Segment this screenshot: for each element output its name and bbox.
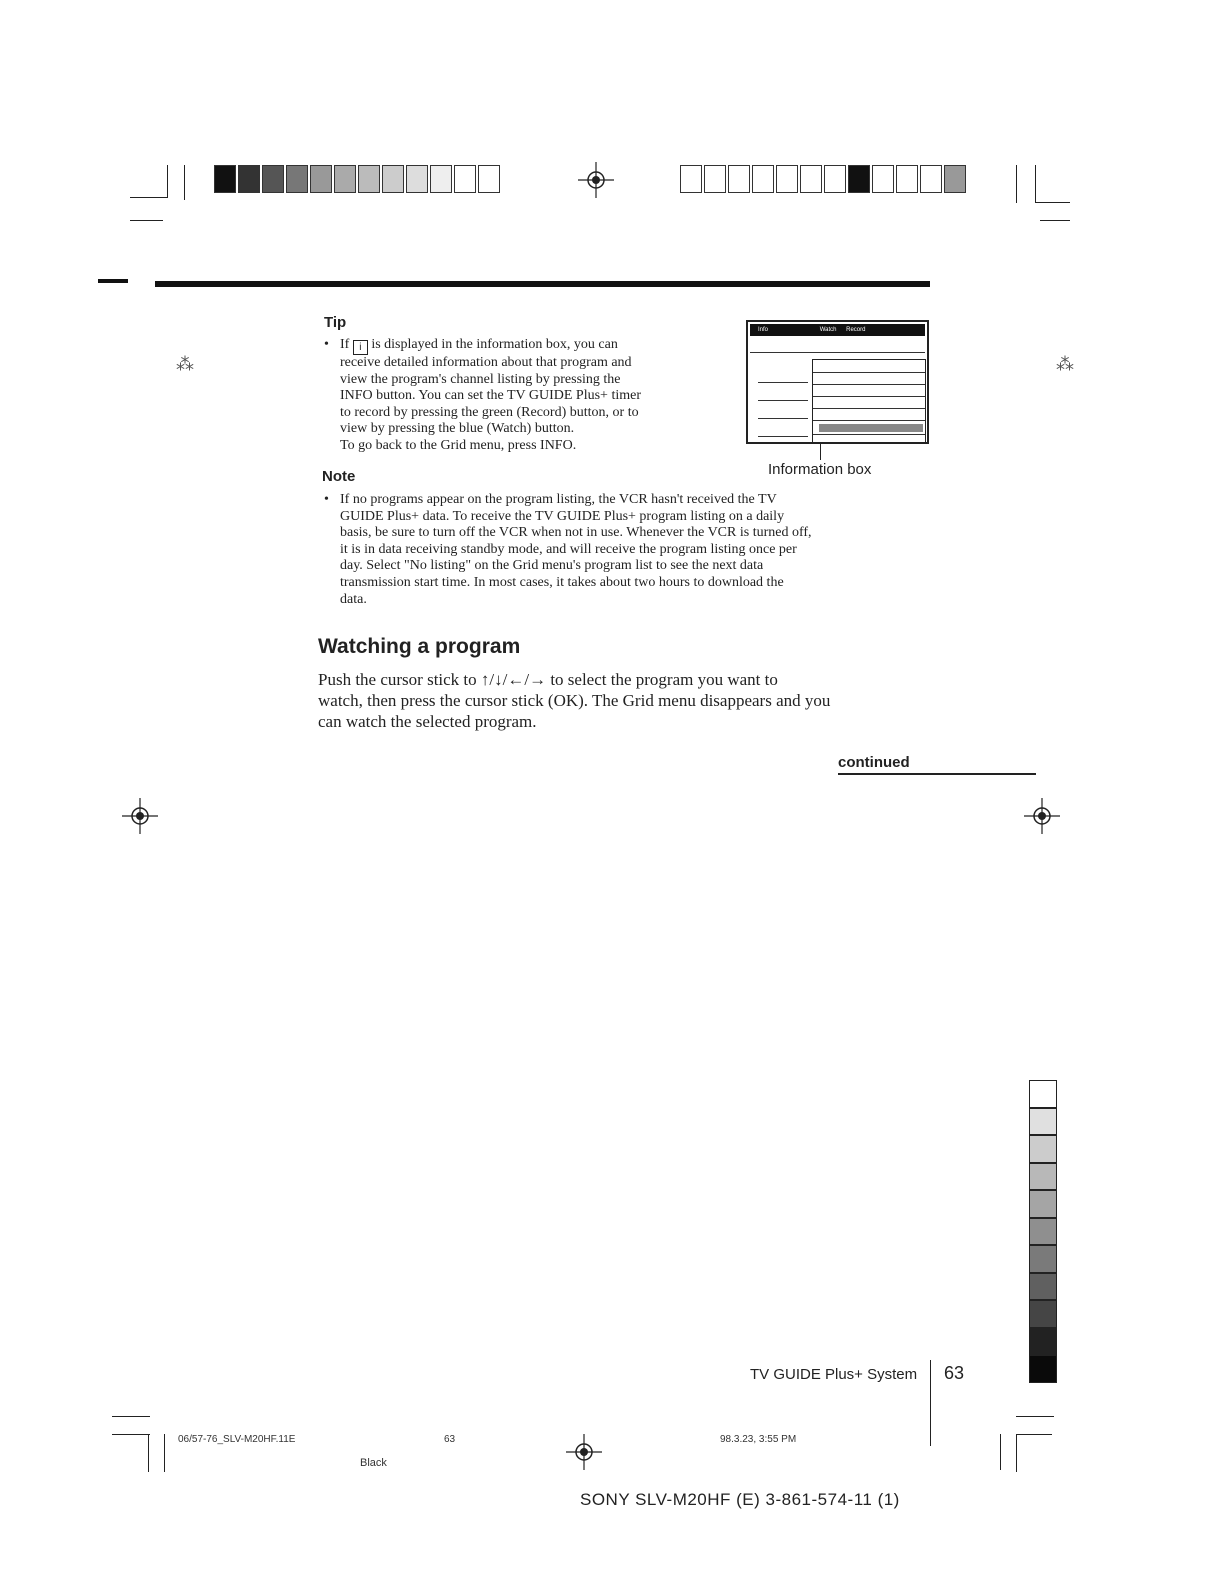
- footer-section-title: TV GUIDE Plus+ System: [750, 1366, 918, 1383]
- registration-bar-right: [680, 165, 968, 193]
- body-line: can watch the selected program.: [318, 712, 537, 731]
- note-line: GUIDE Plus+ data. To receive the TV GUIDE Plus+ program listing on a daily: [340, 508, 785, 524]
- note-line: If no programs appear on the program listing, the VCR hasn't received the TV: [340, 492, 777, 507]
- crop-mark: [184, 165, 185, 200]
- crop-mark: [1035, 202, 1070, 203]
- note-body: [324, 492, 940, 608]
- bullet: •: [324, 337, 329, 352]
- caption-leader-line: [820, 444, 821, 460]
- crop-mark: [112, 1434, 150, 1435]
- note-line: transmission start time. In most cases, it takes about two hours to download the: [340, 574, 784, 590]
- bullet: •: [324, 492, 329, 507]
- registration-bar-left: [214, 165, 502, 193]
- crop-mark: [167, 165, 168, 198]
- crop-mark: [1016, 1416, 1054, 1417]
- body-line: watch, then press the cursor stick (OK). The Grid menu disappears and you: [318, 691, 831, 710]
- information-box: [812, 359, 926, 443]
- tip-line: To go back to the Grid menu, press INFO.: [340, 437, 577, 453]
- header-rule-short: [98, 279, 128, 283]
- continued-label: continued: [838, 754, 910, 771]
- print-ink-label: Black: [360, 1457, 387, 1469]
- note-line: basis, be sure to turn off the VCR when not in use. Whenever the VCR is turned off,: [340, 525, 812, 541]
- page-number-rule: [930, 1360, 931, 1446]
- crop-mark: [1000, 1434, 1001, 1470]
- crop-mark: [148, 1434, 149, 1472]
- screen-divider: [750, 352, 925, 353]
- note-line: data.: [340, 591, 367, 607]
- model-number: SONY SLV-M20HF (E) 3-861-574-11 (1): [580, 1490, 900, 1509]
- screen-row: [758, 382, 808, 383]
- screen-top-bar: [750, 324, 925, 336]
- scan-smudge-icon: ⁂: [176, 354, 194, 374]
- section-heading: Watching a program: [318, 635, 521, 658]
- body-line: Push the cursor stick to ↑/↓/←/→ to select the program you want to: [318, 670, 778, 689]
- continued-rule: [838, 773, 1036, 775]
- print-file-name: 06/57-76_SLV-M20HF.11E: [178, 1434, 296, 1445]
- tip-line: If i is displayed in the information box, you can: [340, 337, 618, 353]
- grid-menu-illustration: [746, 320, 929, 444]
- screen-row: [758, 418, 808, 419]
- registration-target-icon: [122, 798, 158, 834]
- tip-line: to record by pressing the green (Record) button, or to: [340, 404, 639, 420]
- crop-mark: [1016, 165, 1017, 203]
- registration-target-icon: [1024, 798, 1060, 834]
- crop-mark: [1016, 1434, 1017, 1472]
- print-file-page: 63: [444, 1434, 456, 1445]
- tip-heading: Tip: [324, 314, 347, 331]
- crop-mark: [164, 1434, 165, 1472]
- print-timestamp: 98.3.23, 3:55 PM: [720, 1434, 797, 1445]
- tip-line: view by pressing the blue (Watch) button.: [340, 421, 575, 437]
- crop-mark: [130, 197, 168, 198]
- note-line: day. Select "No listing" on the Grid menu's program list to see the next data: [340, 558, 764, 574]
- note-line: it is in data receiving standby mode, and will receive the program listing once per: [340, 541, 797, 557]
- header-rule: [155, 281, 930, 287]
- crop-mark: [112, 1416, 150, 1417]
- crop-mark: [1035, 165, 1036, 203]
- tip-body: [324, 337, 730, 455]
- section-body: [318, 669, 938, 732]
- crop-mark: [1040, 220, 1070, 221]
- tip-line: receive detailed information about that program and: [340, 355, 632, 370]
- screen-row: [758, 400, 808, 401]
- information-box-caption: Information box: [768, 461, 872, 478]
- note-heading: Note: [322, 468, 356, 485]
- tip-line: INFO button. You can set the TV GUIDE Plus+ timer: [340, 388, 641, 404]
- screen-tab: Info: [758, 327, 769, 333]
- crop-mark: [1016, 1434, 1052, 1435]
- registration-target-icon: [566, 1434, 602, 1470]
- scan-smudge-icon: ⁂: [1056, 354, 1074, 374]
- crop-mark: [130, 220, 163, 221]
- screen-tab: Watch: [819, 327, 837, 333]
- grayscale-strip: [1029, 1080, 1057, 1383]
- info-icon: i: [353, 340, 368, 355]
- page-number: 63: [944, 1363, 965, 1383]
- tip-line: view the program's channel listing by pressing the: [340, 371, 621, 387]
- registration-target-icon: [578, 162, 614, 198]
- screen-tab: Record: [846, 327, 866, 333]
- screen-row: [758, 436, 808, 437]
